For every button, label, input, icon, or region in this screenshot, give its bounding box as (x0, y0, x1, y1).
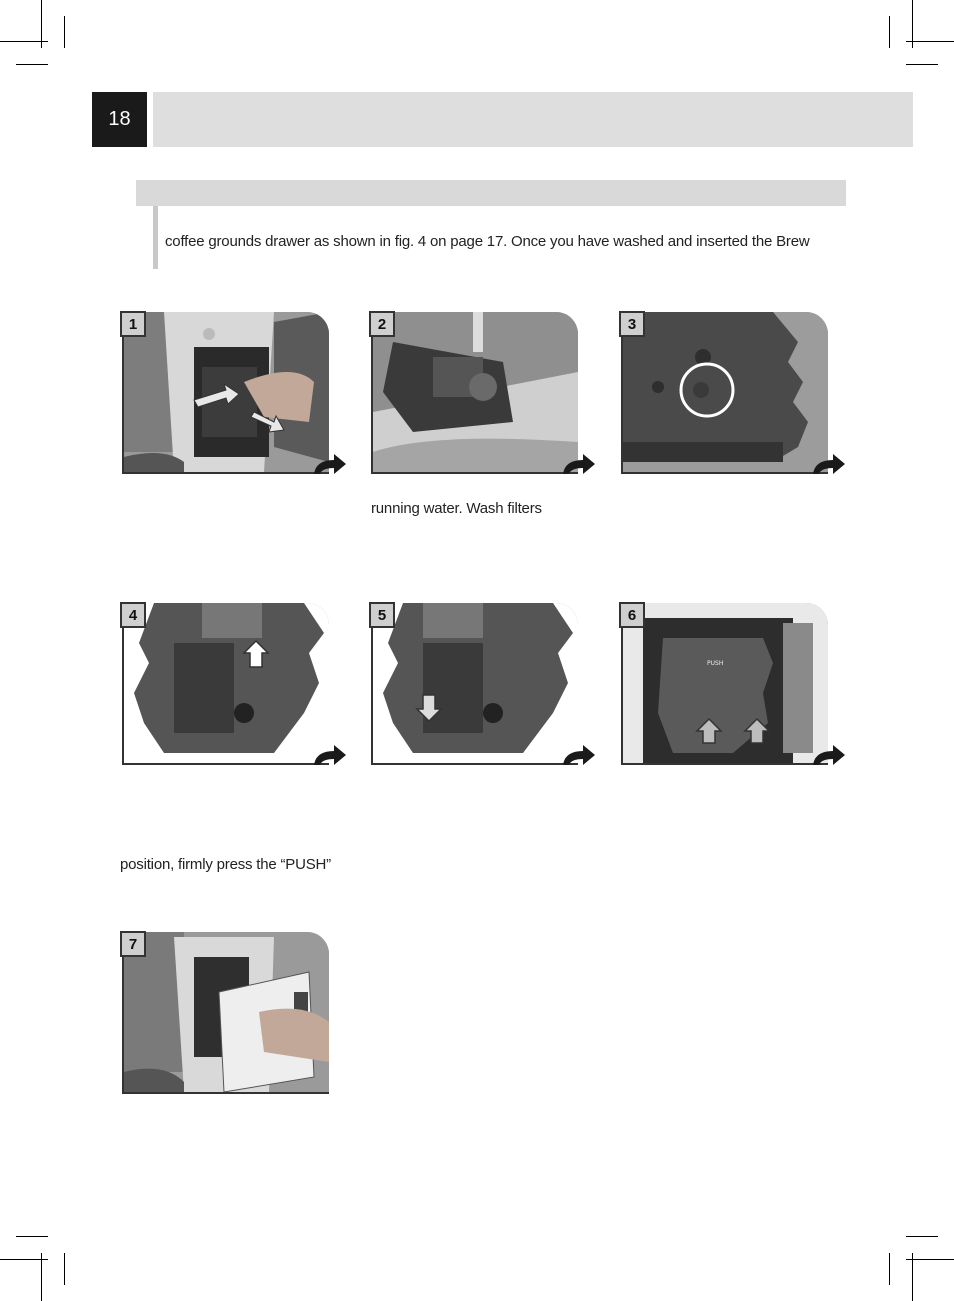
figure-5 (371, 603, 596, 768)
crop-mark (64, 1253, 65, 1285)
crop-mark (0, 1259, 48, 1260)
brew-group-side-illustration (623, 312, 828, 472)
crop-mark (41, 1253, 42, 1301)
crop-mark (906, 1236, 938, 1237)
insert-brew-group-illustration (623, 603, 828, 763)
figure-number: 3 (619, 311, 645, 337)
figure-photo (122, 932, 329, 1094)
figure-number: 1 (120, 311, 146, 337)
rinsing-brew-group-illustration (373, 312, 578, 472)
crop-mark (906, 1259, 954, 1260)
header-bar (153, 92, 913, 147)
crop-mark (889, 16, 890, 48)
figure-photo (621, 312, 828, 474)
page-number: 18 (92, 92, 147, 147)
figure-photo (371, 312, 578, 474)
figure-7 (122, 932, 347, 1097)
crop-mark (906, 41, 954, 42)
figure-2-caption: running water. Wash filters (371, 500, 542, 517)
next-step-arrow-icon (561, 452, 597, 476)
figure-photo (122, 312, 329, 474)
crop-mark (0, 41, 48, 42)
figure-number: 5 (369, 602, 395, 628)
figure-6 (621, 603, 846, 768)
figure-number: 4 (120, 602, 146, 628)
crop-mark (64, 16, 65, 48)
next-step-arrow-icon (312, 743, 348, 767)
crop-mark (912, 1253, 913, 1301)
close-service-door-illustration (124, 932, 329, 1092)
figure-4 (122, 603, 347, 768)
crop-mark (906, 64, 938, 65)
crop-mark (889, 1253, 890, 1285)
intro-text: coffee grounds drawer as shown in fig. 4 on page 17. Once you have washed and inserted the Brew (165, 233, 810, 250)
next-step-arrow-icon (312, 452, 348, 476)
figure-number: 2 (369, 311, 395, 337)
paragraph-rule (153, 206, 158, 269)
figure-2 (371, 312, 596, 477)
next-step-arrow-icon (561, 743, 597, 767)
figure-4-caption: position, firmly press the “PUSH” (120, 856, 331, 873)
next-step-arrow-icon (811, 743, 847, 767)
crop-mark (16, 64, 48, 65)
figure-photo (371, 603, 578, 765)
section-title-bar (136, 180, 846, 206)
figure-photo (621, 603, 828, 765)
figure-1 (122, 312, 347, 477)
next-step-arrow-icon (811, 452, 847, 476)
figure-number: 6 (619, 602, 645, 628)
figure-3 (621, 312, 846, 477)
figure-photo (122, 603, 329, 765)
machine-open-door-illustration (124, 312, 329, 472)
crop-mark (16, 1236, 48, 1237)
brew-group-lever-down-illustration (373, 603, 578, 763)
figure-number: 7 (120, 931, 146, 957)
brew-group-lever-up-illustration (124, 603, 329, 763)
push-label: PUSH (707, 660, 724, 667)
